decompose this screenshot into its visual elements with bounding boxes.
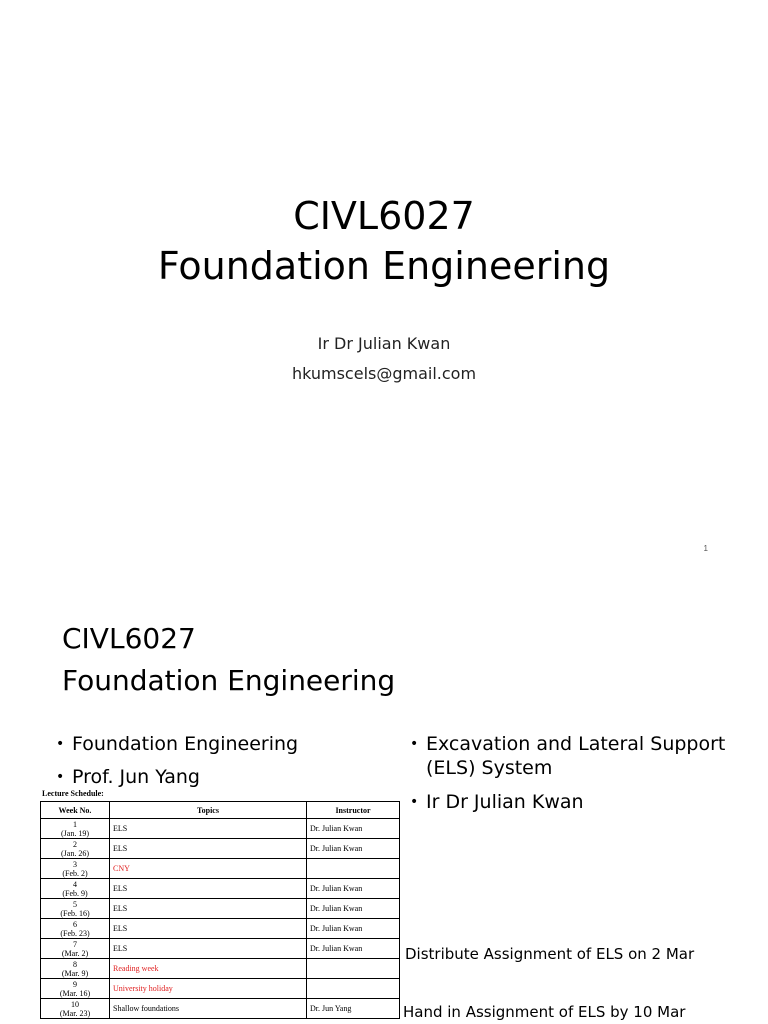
topic-cell: ELS bbox=[110, 839, 307, 859]
topic-cell: ELS bbox=[110, 899, 307, 919]
week-number: 9 bbox=[73, 979, 77, 989]
instructor-cell bbox=[307, 979, 400, 999]
instructor-cell: Dr. Julian Kwan bbox=[307, 939, 400, 959]
week-number: 3 bbox=[73, 859, 77, 869]
topic-cell: ELS bbox=[110, 939, 307, 959]
table-row bbox=[41, 879, 400, 899]
table-row bbox=[41, 999, 400, 1019]
instructor-cell: Dr. Julian Kwan bbox=[307, 919, 400, 939]
right-bullet-item: • Ir Dr Julian Kwan bbox=[410, 791, 584, 813]
assignment-distribute-note: Distribute Assignment of ELS on 2 Mar bbox=[405, 945, 695, 963]
table-row bbox=[41, 939, 400, 959]
week-cell bbox=[41, 899, 110, 919]
course-code-title: CIVL6027 bbox=[293, 194, 475, 238]
week-date: (Jan. 19) bbox=[61, 828, 89, 838]
instructor-cell: Dr. Jun Yang bbox=[307, 999, 400, 1019]
topic-cell: ELS bbox=[110, 819, 307, 839]
topic-cell: Shallow foundations bbox=[110, 999, 307, 1019]
table-row bbox=[41, 839, 400, 859]
course-name-title: Foundation Engineering bbox=[157, 244, 611, 288]
instructor-cell: Dr. Julian Kwan bbox=[307, 899, 400, 919]
week-date: (Mar. 9) bbox=[61, 968, 89, 978]
topic-cell: Reading week bbox=[110, 959, 307, 979]
instructor-cell: Dr. Julian Kwan bbox=[307, 879, 400, 899]
topic-cell: CNY bbox=[110, 859, 307, 879]
assignment-handin-note: Hand in Assignment of ELS by 10 Mar bbox=[403, 1003, 686, 1021]
right-bullet-item: • Excavation and Lateral Support (ELS) System bbox=[410, 733, 726, 779]
week-cell bbox=[41, 999, 110, 1019]
week-date: (Feb. 16) bbox=[60, 908, 90, 918]
week-cell bbox=[41, 919, 110, 939]
table-row bbox=[41, 959, 400, 979]
week-cell bbox=[41, 939, 110, 959]
course-overview-slide bbox=[0, 580, 768, 1024]
table-row bbox=[41, 899, 400, 919]
week-cell bbox=[41, 959, 110, 979]
author-email: hkumscels@gmail.com bbox=[291, 364, 477, 383]
table-row bbox=[41, 819, 400, 839]
table-row bbox=[41, 979, 400, 999]
week-number: 5 bbox=[73, 899, 77, 909]
instructor-cell bbox=[307, 959, 400, 979]
page-number: 1 bbox=[703, 544, 708, 553]
course-name-title: Foundation Engineering bbox=[62, 664, 396, 697]
week-number: 2 bbox=[73, 839, 77, 849]
column-header: Week No. bbox=[41, 802, 110, 819]
schedule-caption: Lecture Schedule: bbox=[42, 789, 104, 798]
week-date: (Mar. 2) bbox=[61, 948, 89, 958]
bullet-icon: • bbox=[410, 736, 419, 752]
topic-cell: University holiday bbox=[110, 979, 307, 999]
topic-cell: ELS bbox=[110, 879, 307, 899]
table-row bbox=[41, 919, 400, 939]
bullet-icon: • bbox=[56, 736, 65, 752]
lecture-schedule-table bbox=[40, 801, 400, 1019]
author-name: Ir Dr Julian Kwan bbox=[317, 334, 451, 353]
course-code-title: CIVL6027 bbox=[62, 622, 196, 655]
week-cell bbox=[41, 979, 110, 999]
week-number: 8 bbox=[73, 959, 77, 969]
week-cell bbox=[41, 879, 110, 899]
week-number: 10 bbox=[71, 999, 79, 1009]
schedule-body bbox=[41, 819, 400, 1019]
bullet-icon: • bbox=[56, 769, 65, 785]
topic-cell: ELS bbox=[110, 919, 307, 939]
week-date: (Feb. 9) bbox=[62, 888, 88, 898]
instructor-cell bbox=[307, 859, 400, 879]
instructor-cell: Dr. Julian Kwan bbox=[307, 819, 400, 839]
table-row bbox=[41, 859, 400, 879]
week-date: (Mar. 16) bbox=[59, 988, 91, 998]
left-bullet-item: • Foundation Engineering bbox=[56, 733, 299, 755]
week-number: 7 bbox=[73, 939, 77, 949]
bullet-icon: • bbox=[410, 794, 419, 810]
column-header: Instructor bbox=[307, 802, 400, 819]
week-date: (Mar. 23) bbox=[59, 1008, 91, 1018]
week-cell bbox=[41, 839, 110, 859]
week-date: (Feb. 2) bbox=[62, 868, 88, 878]
week-cell bbox=[41, 859, 110, 879]
instructor-cell: Dr. Julian Kwan bbox=[307, 839, 400, 859]
week-number: 1 bbox=[73, 819, 77, 829]
left-bullet-item: • Prof. Jun Yang bbox=[56, 766, 200, 788]
column-header: Topics bbox=[110, 802, 307, 819]
week-date: (Feb. 23) bbox=[60, 928, 90, 938]
week-number: 6 bbox=[73, 919, 77, 929]
week-cell bbox=[41, 819, 110, 839]
week-date: (Jan. 26) bbox=[61, 848, 89, 858]
table-header-row bbox=[41, 802, 400, 819]
week-number: 4 bbox=[73, 879, 77, 889]
